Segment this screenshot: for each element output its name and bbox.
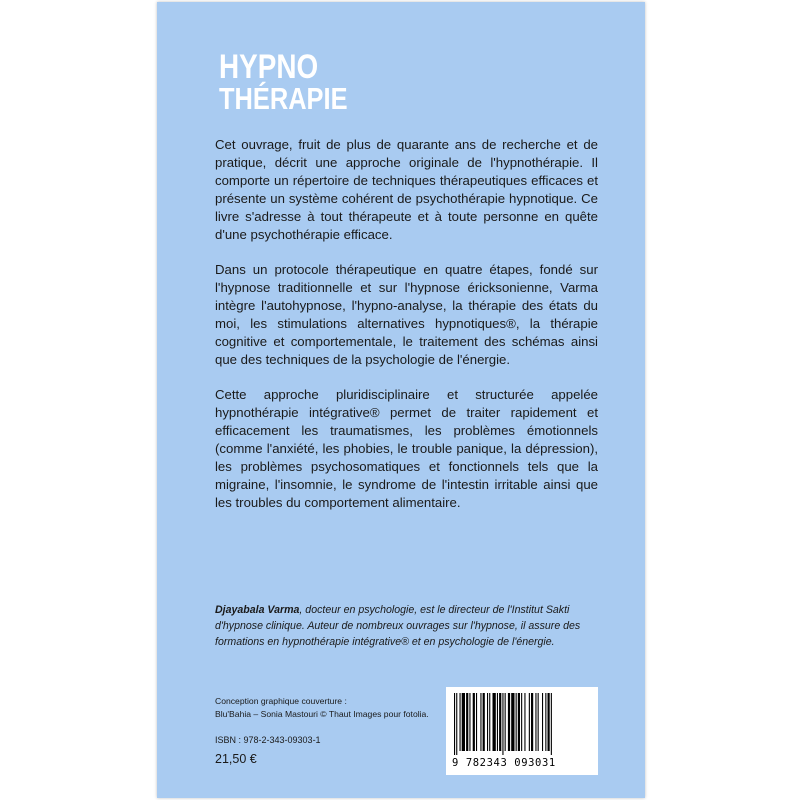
barcode-bar [538, 693, 539, 751]
book-back-cover [157, 2, 645, 798]
barcode-bar [469, 693, 470, 751]
blurb-paragraph-2: Dans un protocole thérapeutique en quatre étapes, fondé sur l'hypnose traditionnelle et sur l'hypnose éricksonienne, Varma intègre l'autohypnose, l'hypno-analyse, la thérapie des états du moi, les stimulations alternatives hypnotiques®, la thérapie cognitive et comportementale, le traitement des schémas ainsi que des techniques de la psychologie de l'énergie. [215, 262, 598, 367]
barcode-bar [493, 693, 496, 751]
isbn-text: ISBN : 978-2-343-09303-1 [215, 735, 321, 745]
barcode-bar [489, 693, 490, 751]
barcode-bar [502, 693, 503, 755]
barcode-bar [460, 693, 461, 751]
barcode-bar [535, 693, 536, 751]
price-text: 21,50 € [215, 752, 257, 766]
barcode-bars [454, 693, 590, 755]
barcode-bar [529, 693, 530, 751]
barcode-bar [508, 693, 510, 751]
title-line-2: THÉRAPIE [219, 81, 348, 116]
barcode-bar [545, 693, 546, 751]
barcode-bar [521, 693, 522, 751]
barcode [446, 687, 598, 775]
barcode-bar [524, 693, 525, 751]
barcode-bar [476, 693, 477, 751]
barcode-bar [487, 693, 488, 751]
blurb-paragraph-3: Cette approche pluridisciplinaire et structurée appelée hypnothérapie intégrative® permet de traiter rapidement et efficacement les traumatismes, les problèmes émotionnels (comme l'anxiété, les phobies, le trouble panique, la dépression), les problèmes psychosomatiques et fonctionnels tels que la migraine, l'insomnie, le syndrome de l'intestin irritable ainsi que les troubles du comportement alimentaire. [215, 387, 598, 510]
barcode-bar [518, 693, 520, 751]
barcode-bar [548, 693, 550, 751]
author-bio [215, 602, 598, 650]
barcode-bar [551, 693, 552, 755]
barcode-bar [483, 693, 485, 751]
barcode-bar [456, 693, 457, 755]
barcode-bar [473, 693, 475, 751]
barcode-bar [497, 693, 498, 751]
credits-line-2: Blu'Bahia – Sonia Mastouri © Thaut Images pour fotolia. [215, 709, 429, 719]
blurb-paragraph-1: Cet ouvrage, fruit de plus de quarante ans de recherche et de pratique, décrit une approche originale de l'hypnothérapie. Il comporte un répertoire de techniques thérapeutiques efficaces et présente un système cohérent de psychothérapie hypnotique. Ce livre s'adresse à tout thérapeute et à toute personne en quête d'une psychothérapie efficace. [215, 137, 598, 242]
barcode-bar [462, 693, 465, 751]
barcode-bar [531, 693, 533, 751]
barcode-bar [454, 693, 455, 755]
barcode-bar [511, 693, 514, 751]
barcode-digits: 9 782343 093031 [452, 757, 556, 769]
barcode-bar [466, 693, 468, 751]
blurb [215, 136, 598, 512]
book-title [219, 48, 348, 116]
author-name: Djayabala Varma [215, 604, 300, 616]
barcode-bar [505, 693, 506, 751]
barcode-bar [499, 693, 501, 751]
barcode-bar [480, 693, 481, 751]
barcode-bar [516, 693, 517, 751]
credits-line-1: Conception graphique couverture : [215, 696, 347, 706]
title-line-1: HYPNO [219, 48, 319, 86]
cover-credits [215, 695, 475, 721]
author-bio-text: , docteur en psychologie, est le directeur de l'Institut Sakti d'hypnose clinique. Auteur de nombreux ouvrages sur l'hypnose, il assure des formations en hypnothérapie intégrative® et en psychologie de l'énergie. [215, 604, 581, 648]
barcode-bar [542, 693, 543, 751]
